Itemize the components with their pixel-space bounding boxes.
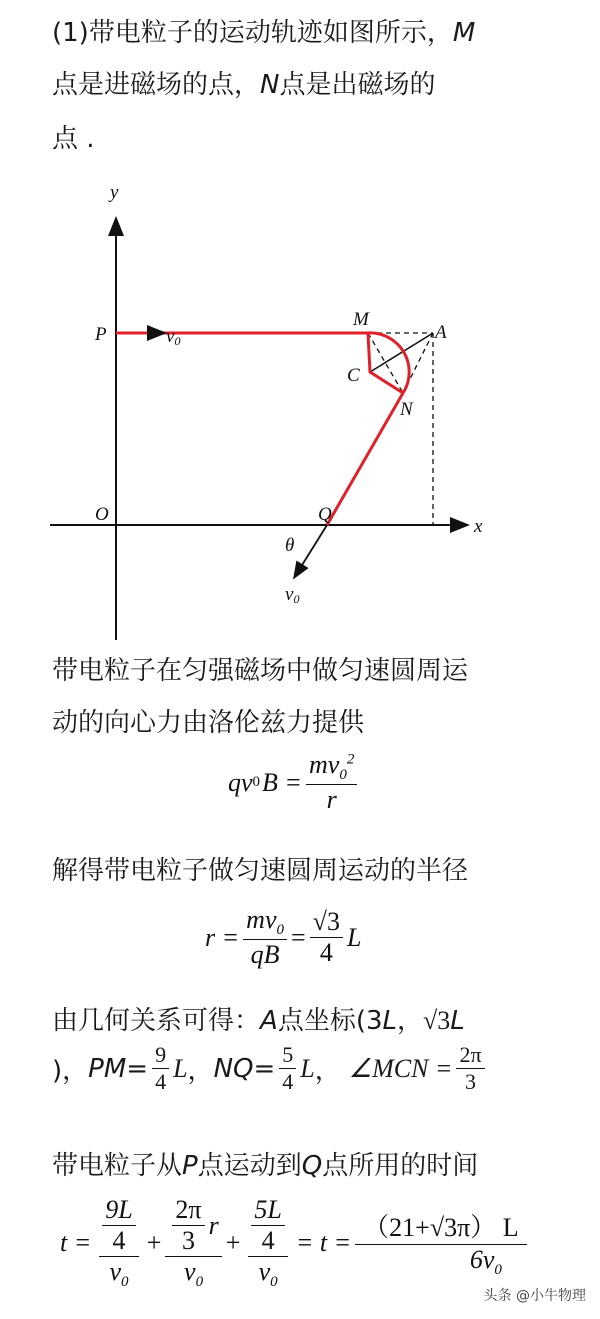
label-y: y — [110, 182, 119, 203]
text: L — [382, 1006, 397, 1036]
label-p: P — [95, 324, 107, 345]
num: mv — [246, 905, 277, 934]
label-n: N — [400, 399, 413, 420]
text: (1)带电粒子的运动轨迹如图所示， — [52, 18, 453, 48]
watermark: 头条 @小牛物理 — [483, 1288, 586, 1304]
num: mv — [308, 750, 340, 779]
fraction: 2π 3 r $v_0$ — [165, 1195, 221, 1291]
text: ， — [314, 1056, 341, 1086]
den: 4 — [319, 938, 333, 968]
fraction: $\frac{(21+√3\pi) L}{6v_0}$ — [355, 1207, 526, 1279]
den: r — [326, 785, 337, 815]
fraction: $\frac{5}{4}$ — [279, 1042, 296, 1095]
fraction: $\frac{2\pi}{3}$ — [456, 1042, 484, 1095]
para-2: 解得带电粒子做匀速圆周运动的半径 — [52, 856, 469, 886]
equation-time — [60, 1195, 531, 1291]
para-4 — [52, 1145, 478, 1182]
eq-text: t = — [60, 1228, 92, 1258]
text: 带电粒子从 — [52, 1151, 183, 1181]
text: = — [126, 1053, 149, 1084]
text: ， — [187, 1056, 214, 1086]
text: = — [253, 1053, 276, 1084]
label-o: O — [95, 504, 109, 525]
point-m: M — [452, 18, 476, 48]
equation-radius — [205, 905, 361, 970]
eq-text: L — [346, 922, 362, 952]
eq-text: r = — [205, 922, 240, 952]
fraction — [310, 907, 343, 968]
eq-text: B = — [262, 767, 302, 797]
label-m: M — [353, 309, 369, 330]
fraction: 5L 4 $v_0$ — [244, 1195, 291, 1291]
sup: 2 — [346, 751, 355, 768]
eq-text: + — [225, 1228, 241, 1258]
fraction: 9L 4 $v_0$ — [95, 1195, 142, 1291]
text: ∠MCN = — [348, 1053, 453, 1083]
text: 点运动到 — [197, 1151, 302, 1181]
eq-text: = — [291, 922, 306, 952]
text: L — [300, 1053, 315, 1083]
fraction: $\frac{9}{4}$ — [152, 1042, 169, 1095]
den: qB — [250, 940, 280, 970]
text: A — [260, 1006, 278, 1036]
label-v0-q: v0 — [285, 584, 300, 606]
text: ， — [397, 1006, 424, 1036]
eq-text: + — [146, 1228, 162, 1258]
text: P — [182, 1151, 198, 1181]
label-theta: θ — [285, 535, 295, 556]
text: L — [173, 1053, 188, 1083]
text: 点坐标(3 — [277, 1006, 383, 1036]
particle-path — [116, 333, 409, 525]
label-a: A — [435, 322, 447, 343]
text: 点是出磁场的 — [279, 70, 436, 100]
fraction — [243, 905, 287, 970]
label-v0-p: v0 — [166, 326, 181, 348]
sub: 0 — [339, 767, 347, 784]
label-x: x — [474, 516, 483, 537]
dashed-lines — [368, 333, 433, 525]
point-n: N — [260, 70, 280, 100]
text: 点是进磁场的点， — [52, 70, 261, 100]
eq-sub: 0 — [252, 774, 261, 791]
label-c: C — [347, 365, 360, 386]
num: √3 — [310, 907, 343, 938]
text: NQ — [213, 1053, 254, 1084]
eq-text: = t = — [295, 1228, 352, 1258]
equation-lorentz — [228, 750, 361, 815]
text: L — [450, 1006, 465, 1036]
text: √3 — [423, 1006, 451, 1035]
fraction — [306, 750, 357, 815]
text: Q — [301, 1151, 323, 1181]
para-1-line-1: 带电粒子在匀强磁场中做匀速圆周运 — [52, 656, 469, 686]
text: PM — [88, 1053, 127, 1084]
sub: 0 — [276, 922, 284, 939]
trajectory-diagram — [0, 0, 600, 650]
para-3-line-2 — [52, 1042, 489, 1095]
text: 点所用的时间 — [322, 1151, 479, 1181]
para-1-line-2: 动的向心力由洛伦兹力提供 — [52, 708, 365, 738]
label-q: Q — [318, 504, 332, 525]
text: )， — [52, 1056, 89, 1086]
v0-arrow-q — [294, 525, 327, 578]
para-3-line-1 — [52, 1000, 465, 1037]
eq-text: qv — [228, 767, 253, 797]
intro-line-3: 点 . — [52, 124, 95, 154]
text: 由几何关系可得： — [52, 1006, 261, 1036]
